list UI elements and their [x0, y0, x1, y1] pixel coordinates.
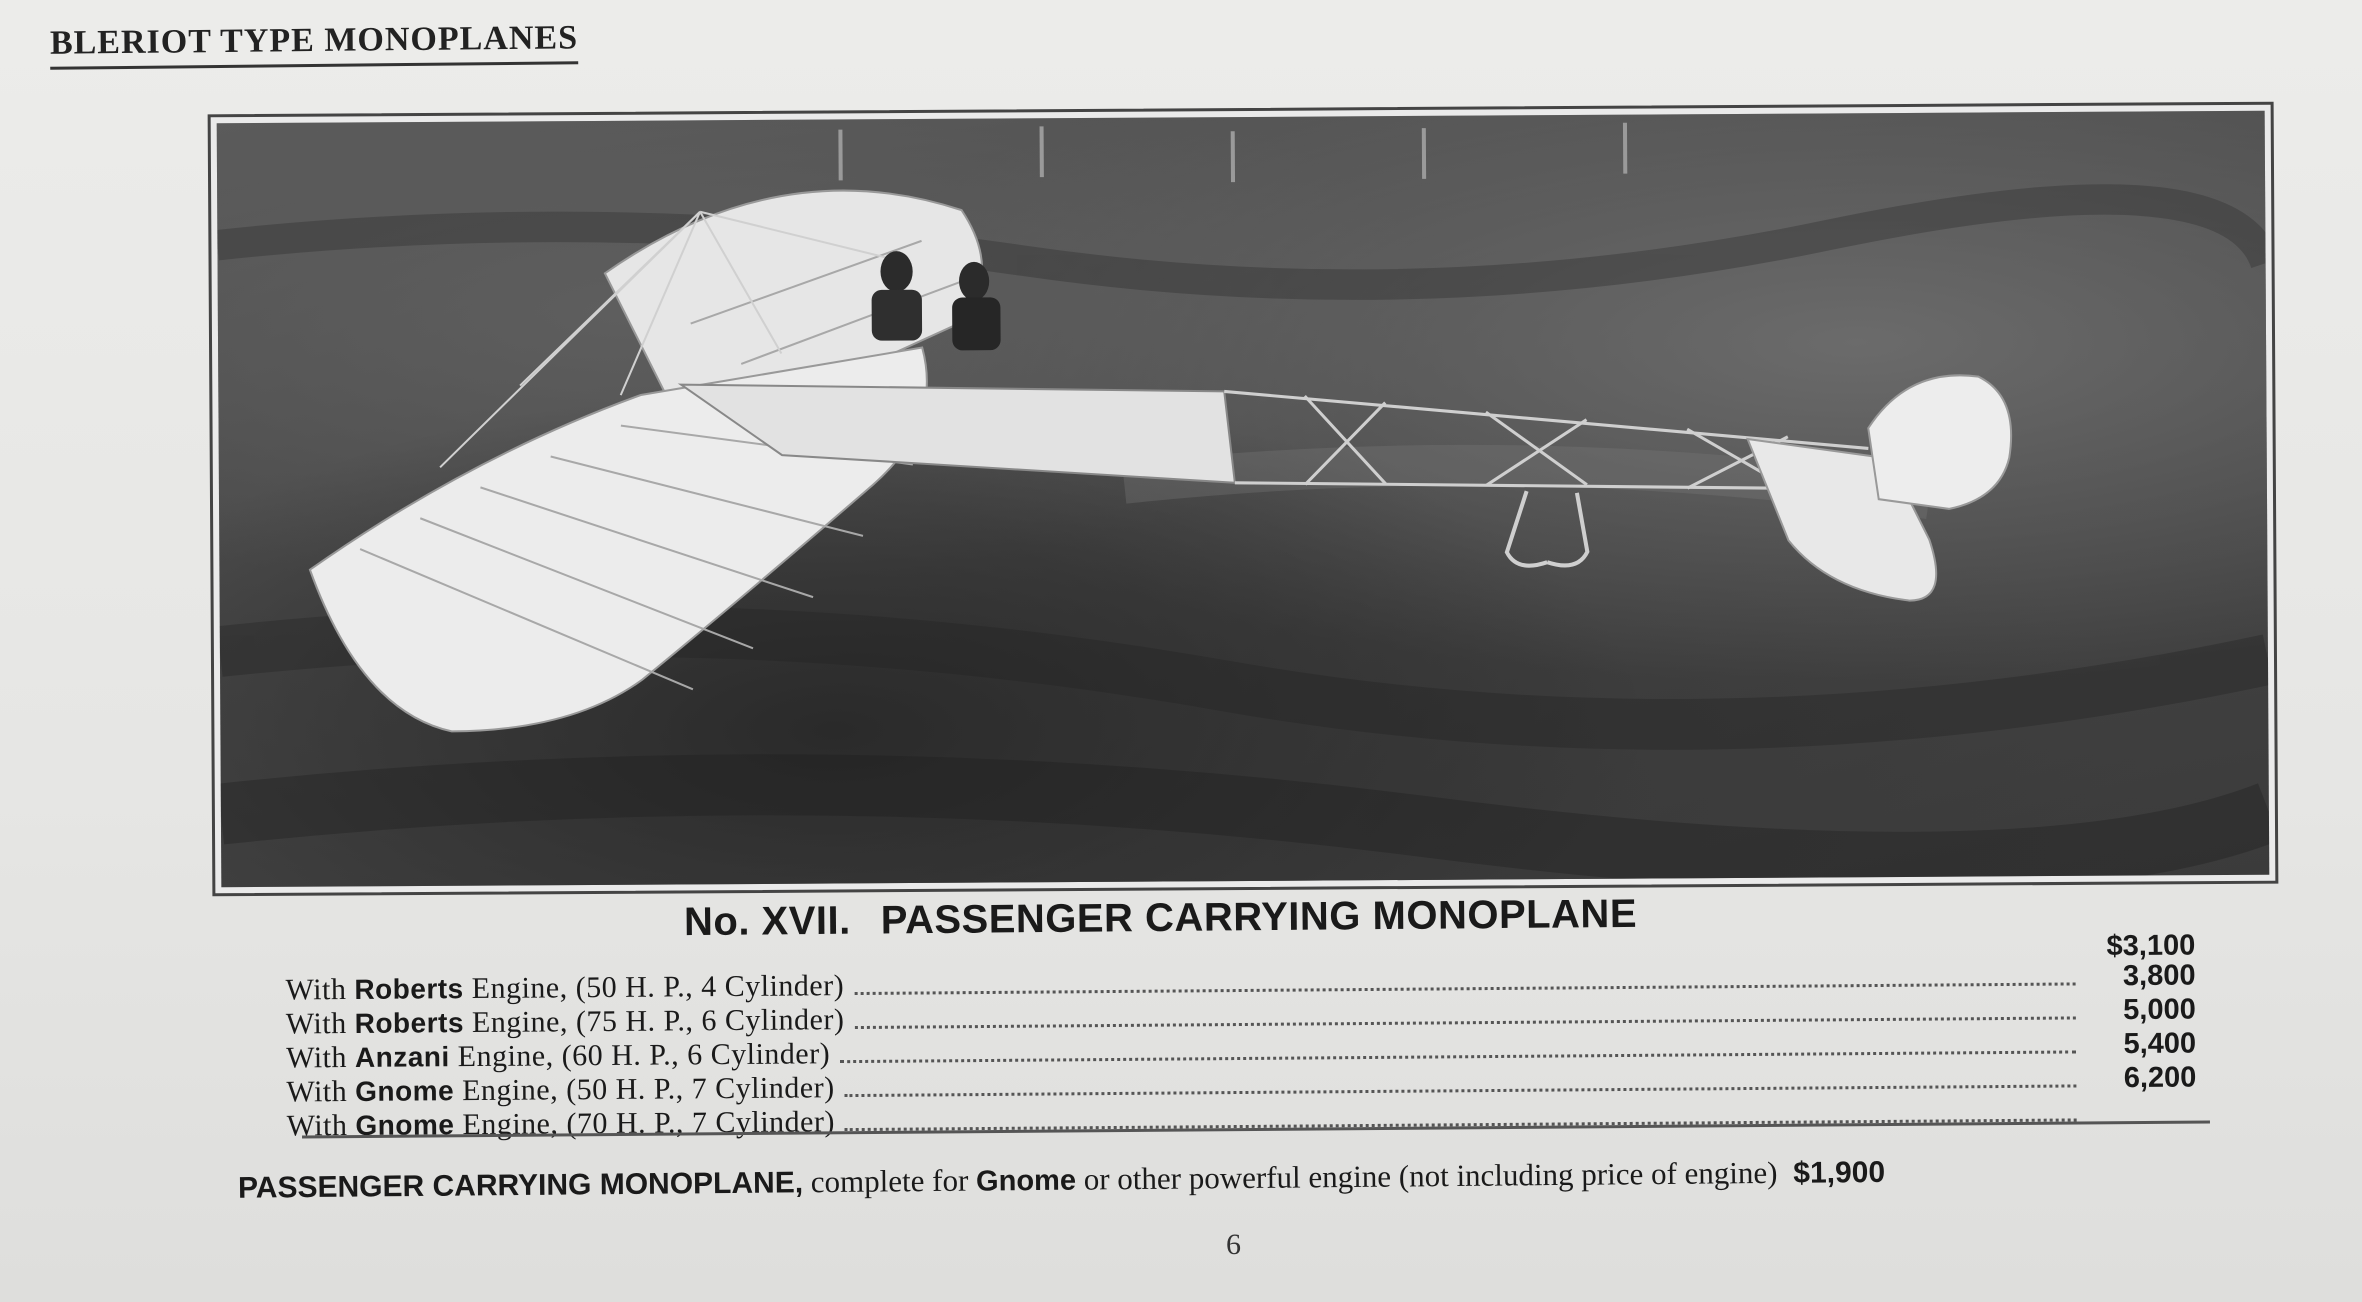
model-name: PASSENGER CARRYING MONOPLANE	[880, 891, 1638, 943]
option-price: 5,000	[2123, 993, 2196, 1027]
summary-text-1: complete for	[810, 1162, 969, 1200]
engine-brand: Roberts	[354, 973, 464, 1005]
model-number: No. XVII.	[683, 898, 851, 945]
base-price: $3,100	[2106, 929, 2196, 963]
option-price: 5,400	[2123, 1027, 2197, 1061]
option-description: With Roberts Engine, (75 H. P., 6 Cylinder)	[285, 1003, 845, 1041]
option-price: 6,200	[2123, 1061, 2197, 1095]
landing-gear	[1507, 491, 1588, 566]
rudder	[1868, 375, 2012, 509]
dot-leader	[854, 981, 2075, 995]
running-header: BLERIOT TYPE MONOPLANES	[50, 19, 579, 70]
summary-text-2: or other powerful engine (not including price of engine)	[1083, 1154, 1778, 1197]
option-price: 3,800	[2122, 959, 2196, 993]
dot-leader	[840, 1049, 2076, 1063]
summary-engine-brand: Gnome	[975, 1164, 1077, 1198]
summary-price: $1,900	[1793, 1155, 1886, 1190]
fence-posts	[840, 123, 1625, 185]
summary-caps: PASSENGER CARRYING MONOPLANE,	[237, 1166, 804, 1205]
option-description: With Gnome Engine, (50 H. P., 7 Cylinder)	[286, 1071, 835, 1109]
price-list	[285, 929, 2197, 1144]
engine-brand: Gnome	[355, 1109, 455, 1141]
monoplane-illustration	[217, 111, 2270, 887]
option-description: With Anzani Engine, (60 H. P., 6 Cylinder)	[285, 1037, 831, 1075]
engine-brand: Anzani	[354, 1041, 450, 1073]
engine-brand: Gnome	[355, 1075, 455, 1107]
summary-line	[238, 1150, 2258, 1205]
page-number: 6	[1226, 1228, 1241, 1261]
option-description: With Gnome Engine, (70 H. P., 7 Cylinder)	[286, 1105, 836, 1143]
monoplane-photo	[217, 111, 2270, 887]
dot-leader	[854, 1015, 2075, 1029]
engine-brand: Roberts	[354, 1007, 465, 1039]
photo-frame	[208, 102, 2279, 897]
option-description: With Roberts Engine, (50 H. P., 4 Cylinder)	[285, 969, 845, 1007]
dot-leader	[845, 1083, 2077, 1097]
